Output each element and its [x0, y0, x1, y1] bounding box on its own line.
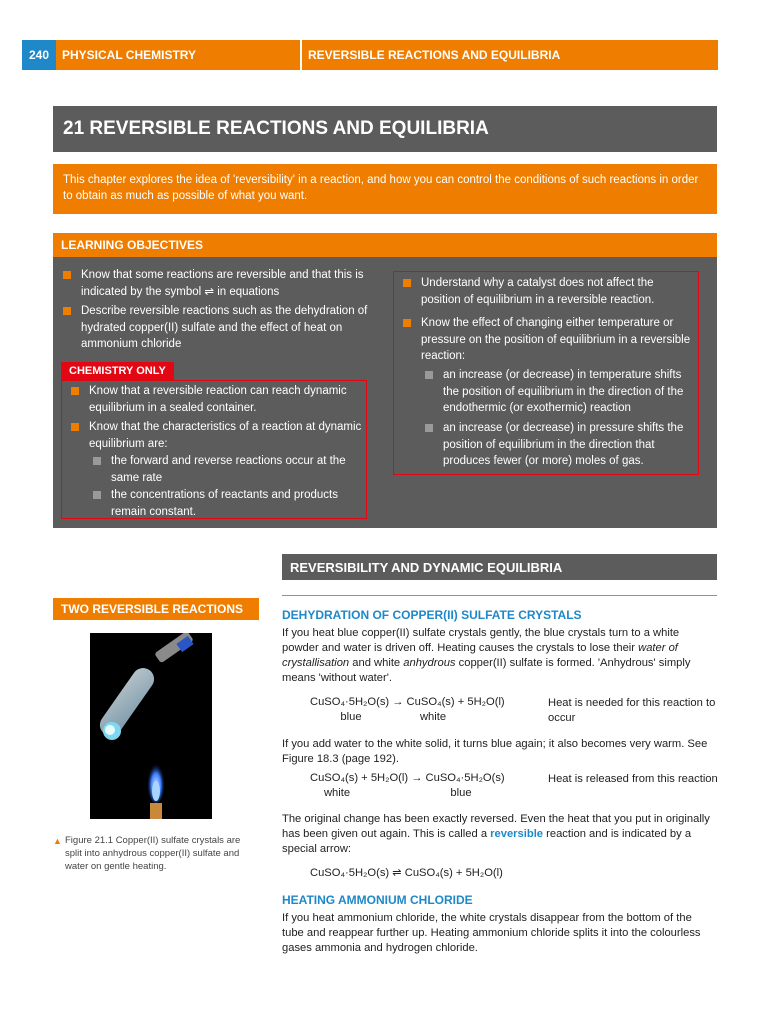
equation-2-label-blue: blue [450, 787, 472, 799]
equation-3: CuSO₄·5H₂O(s) ⇌ CuSO₄(s) + 5H₂O(l) [310, 867, 503, 879]
objective-item: Know that the characteristics of a reaction at dynamic equilibrium are: [67, 419, 365, 452]
bullet-square-icon [425, 371, 433, 379]
caption-triangle-icon: ▲ [53, 836, 62, 846]
bullet-square-icon [71, 423, 79, 431]
bullet-square-icon [403, 319, 411, 327]
figure-caption: ▲ Figure 21.1 Copper(II) sulfate crystals are split into anhydrous copper(II) sulfate and water on gentle heating. [53, 835, 241, 872]
objective-item: Understand why a catalyst does not affect the position of equilibrium in a reversible reaction. [399, 275, 695, 308]
figure-photo [90, 633, 212, 819]
objective-item: Describe reversible reactions such as the dehydration of hydrated copper(II) sulfate and the effect of heat on ammonium chloride [59, 303, 371, 353]
header-chapter: REVERSIBLE REACTIONS AND EQUILIBRIA [302, 40, 718, 70]
test-tube-flame-illustration [90, 633, 212, 819]
bullet-square-icon [71, 387, 79, 395]
objective-subitem: the forward and reverse reactions occur at the same rate [89, 453, 365, 486]
chapter-intro: This chapter explores the idea of 'reversibility' in a reaction, and how you can control the conditions of such reactions in order to obtain as much as possible of what you want. [53, 164, 717, 214]
objective-subitem: the concentrations of reactants and products remain constant. [89, 487, 365, 520]
equation-1-label-blue: blue [340, 711, 362, 723]
objective-subitem: an increase (or decrease) in pressure shifts the position of equilibrium in the direction that produces fewer (or more) moles of gas. [421, 420, 697, 470]
equation-2-note: Heat is released from this reaction [548, 773, 718, 785]
bullet-square-icon [93, 491, 101, 499]
objective-subitem: an increase (or decrease) in temperature shifts the position of equilibrium in the direction of the endothermic (or exothermic) reaction [421, 367, 697, 417]
bullet-square-icon [425, 424, 433, 432]
bullet-square-icon [403, 279, 411, 287]
chapter-title: 21 REVERSIBLE REACTIONS AND EQUILIBRIA [53, 106, 717, 152]
dehydration-paragraph-2: If you add water to the white solid, it turns blue again; it also becomes very warm. See Figure 18.3 (page 192). [282, 738, 708, 765]
objective-item: Know that some reactions are reversible and that this is indicated by the symbol ⇌ in equations [59, 267, 371, 300]
objective-item: Know that a reversible reaction can reach dynamic equilibrium in a sealed container. [67, 383, 365, 416]
side-heading: TWO REVERSIBLE REACTIONS [53, 598, 259, 620]
ammonium-paragraph-1: If you heat ammonium chloride, the white crystals disappear from the bottom of the tube and reappear further up. Heating ammonium chloride splits it into the colourless gases ammonia and hydrogen chloride. [282, 912, 701, 954]
objective-item: Know the effect of changing either temperature or pressure on the position of equilibrium in a reversible reaction: [399, 315, 695, 365]
equation-2-label-white: white [323, 787, 351, 799]
equation-1: CuSO₄·5H₂O(s) → CuSO₄(s) + 5H₂O(l) [310, 696, 505, 708]
equation-1-label-white: white [419, 711, 447, 723]
learning-objectives-heading: LEARNING OBJECTIVES [53, 233, 717, 257]
section-divider [282, 595, 717, 596]
equation-1-note: Heat is needed for this reaction to occur [548, 697, 716, 724]
section-heading: REVERSIBILITY AND DYNAMIC EQUILIBRIA [282, 554, 717, 580]
bullet-square-icon [63, 307, 71, 315]
bullet-square-icon [63, 271, 71, 279]
running-header [22, 40, 718, 70]
dehydration-heading: DEHYDRATION OF COPPER(II) SULFATE CRYSTALS [282, 608, 582, 622]
ammonium-heading: HEATING AMMONIUM CHLORIDE [282, 893, 473, 907]
bullet-square-icon [93, 457, 101, 465]
header-section: PHYSICAL CHEMISTRY [56, 40, 302, 70]
dehydration-paragraph-3: The original change has been exactly reversed. Even the heat that you put in originally has been given out again. This is called a reversible reaction and is indicated by a special arrow: [282, 813, 710, 855]
dehydration-paragraph-1: If you heat blue copper(II) sulfate crystals gently, the blue crystals turn to a white powder and water is driven off. Heating causes the crystals to lose their water of crystallisation and white anhydrous copper(II) sulfate is formed. 'Anhydrous' simply means 'without water'. [282, 627, 691, 684]
chemistry-only-label: CHEMISTRY ONLY [61, 362, 174, 380]
page-number: 240 [22, 40, 56, 70]
equation-2: CuSO₄(s) + 5H₂O(l) → CuSO₄·5H₂O(s) [310, 772, 505, 784]
learning-objectives-panel [53, 257, 717, 528]
